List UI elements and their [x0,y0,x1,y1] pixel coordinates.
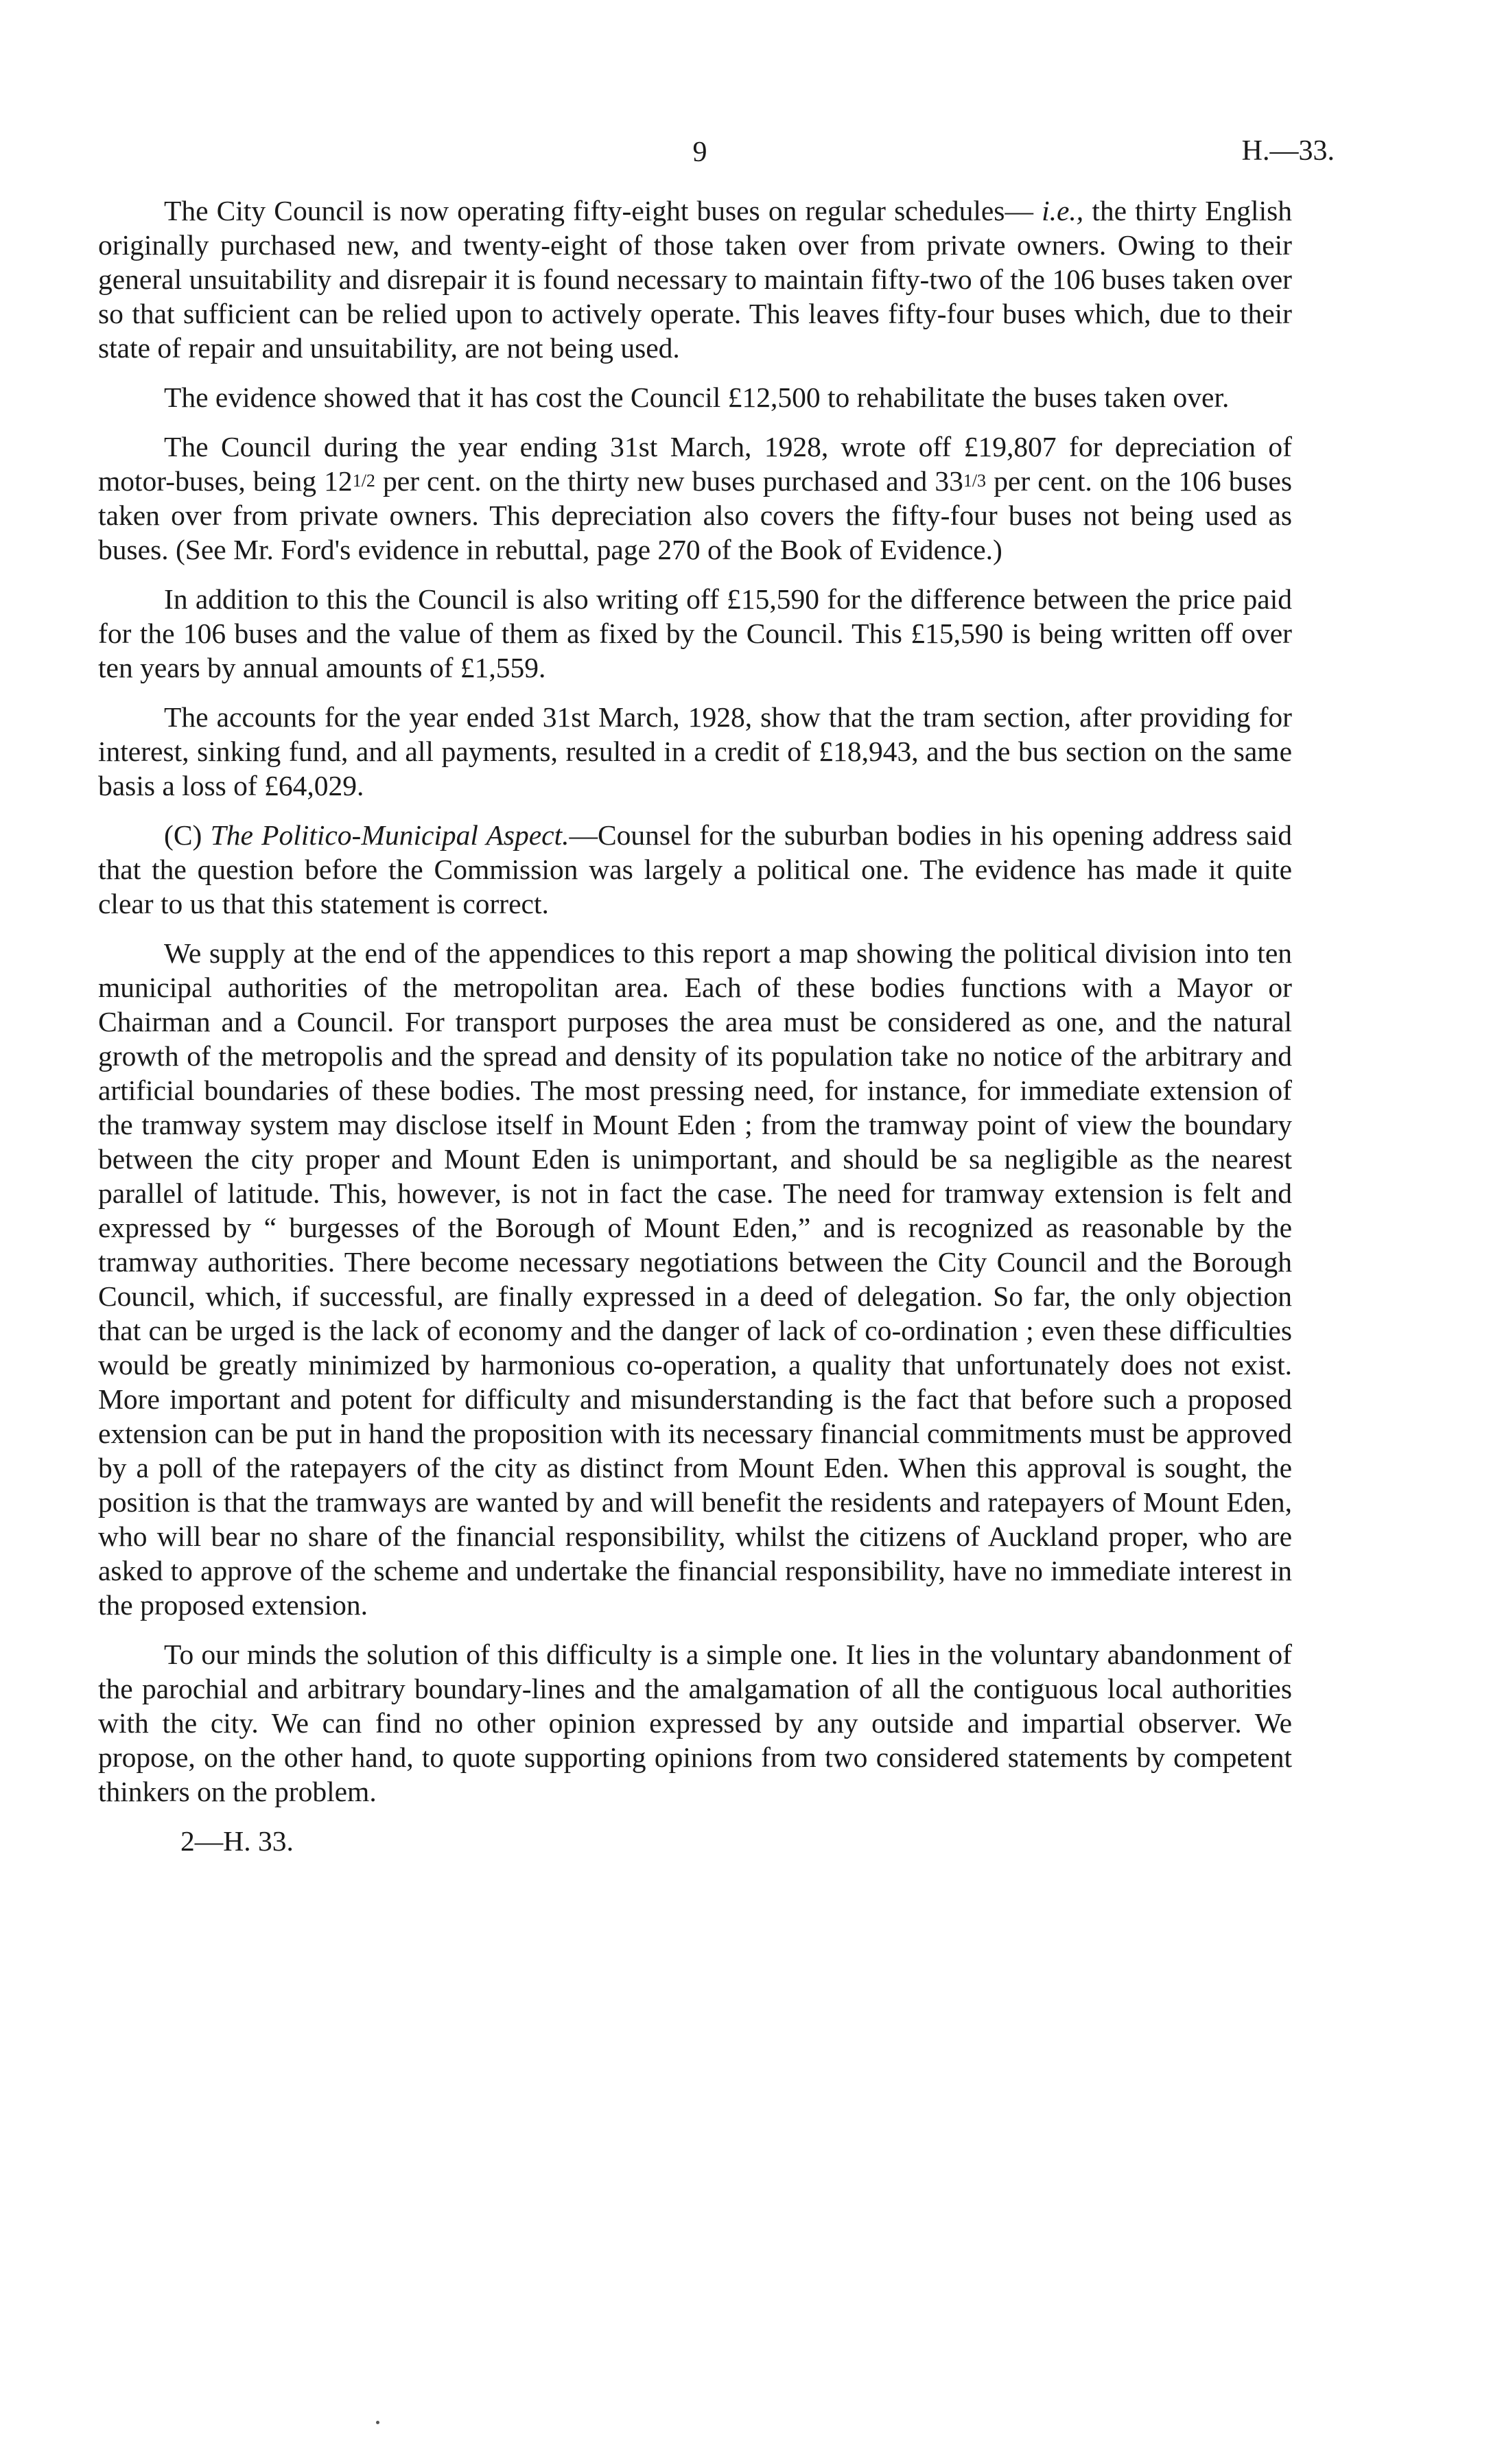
fraction-half: 1/2 [352,471,375,491]
paragraph-rehabilitation-cost: The evidence showed that it has cost the Council £12,500 to rehabilitate the buses taken over. [164,382,1230,413]
paragraph-bus-operations [98,193,1292,365]
paragraph-write-off: In addition to this the Council is also writing off £15,590 for the difference between the price paid for the 106 buses and the value of them as fixed by the Council. This £15,590 is being written off over ten years by annual amounts of £1,559. [98,583,1292,683]
paragraph-solution: To our minds the solution of this difficulty is a simple one. It lies in the voluntary abandonment of the parochial and arbitrary boundary-lines and the amalgamation of all the contiguous local authorities with the city. We can find no other opinion expressed by any outside and impartial observer. We propose, on the other hand, to quote supporting opinions from two considered statements by competent thinkers on the problem. [98,1639,1292,1807]
fraction-third: 1/3 [963,471,987,491]
signature-reference: 2—H. 33. [180,1825,294,1857]
stray-mark [376,2421,379,2424]
paragraph-text: per cent. on the thirty new buses purchased and 33 [375,465,963,497]
paragraph-text: The City Council is now operating fifty-eight buses on regular schedules— [164,195,1033,226]
paragraph-text: —Counsel for the suburban bodies in his opening address said that the question before the Commission was largely a political one. The evidence has made it quite clear to us that this statement is correct. [98,819,1292,919]
document-reference: H.—33. [1241,135,1335,167]
paragraph-text: per cent. on the 106 buses taken over from private owners. This depreciation also covers the fifty-four buses not being used as buses. (See Mr. Ford's evidence in rebuttal, page 270 of the Book of Evidence.) [98,465,1292,565]
body-text [98,193,1292,1858]
paragraph-depreciation [98,430,1292,567]
paragraph-accounts: The accounts for the year ended 31st March, 1928, show that the tram section, after providing for interest, sinking fund, and all payments, resulted in a credit of £18,943, and the bus section on the same basis a loss of £64,029. [98,701,1292,801]
paragraph-text: the thirty English originally purchased new, and twenty-eight of those taken over from private owners. Owing to their general unsuitability and disrepair it is found necessary to maintain fifty-two of the 106 buses taken over so that sufficient can be relied upon to actively operate. This leaves fifty-four buses which, due to their state of repair and unsuitability, are not being used. [98,195,1293,364]
paragraph-political-division: We supply at the end of the appendices to this report a map showing the political division into ten municipal authorities of the metropolitan area. Each of these bodies functions with a Mayor or Chairman and a Council. For transport purposes the area must be considered as one, and the natural growth of the metropolis and the spread and density of its population take no notice of the arbitrary and artificial boundaries of these bodies. The most pressing need, for instance, for immediate extension of the tramway system may disclose itself in Mount Eden ; from the tramway point of view the boundary between the city proper and Mount Eden is unimportant, and should be sa negligible as the nearest parallel of latitude. This, however, is not in fact the case. The need for tramway extension is felt and expressed by “ burgesses of the Borough of Mount Eden,” and is recognized as reasonable by the tramway authorities. There become necessary negotiations between the City Council and the Borough Council, which, if successful, are finally expressed in a deed of delegation. So far, the only objection that can be urged is the lack of economy and the danger of lack of co-ordination ; even these difficulties would be greatly minimized by harmonious co-operation, a quality that unfortunately does not exist. More important and potent for difficulty and misunderstanding is the fact that before such a proposed extension can be put in hand the proposition with its necessary financial commitments must be approved by a poll of the ratepayers of the city as distinct from Mount Eden. When this approval is sought, the position is that the tramways are wanted by and will benefit the residents and ratepayers of Mount Eden, who will bear no share of the financial responsibility, whilst the citizens of Auckland proper, who are asked to approve of the scheme and undertake the financial responsibility, have no immediate interest in the proposed extension. [98,937,1292,1621]
section-heading: The Politico-Municipal Aspect. [210,819,570,851]
paragraph-politico-municipal [98,818,1292,921]
paragraph-text: The Council during the year ending 31st March, 1928, wrote off £19,807 for depreciation of motor-buses, being 12 [98,431,1292,497]
italic-ie: i.e., [1042,195,1084,226]
section-label: (C) [164,819,211,851]
page-number: 9 [692,137,707,168]
